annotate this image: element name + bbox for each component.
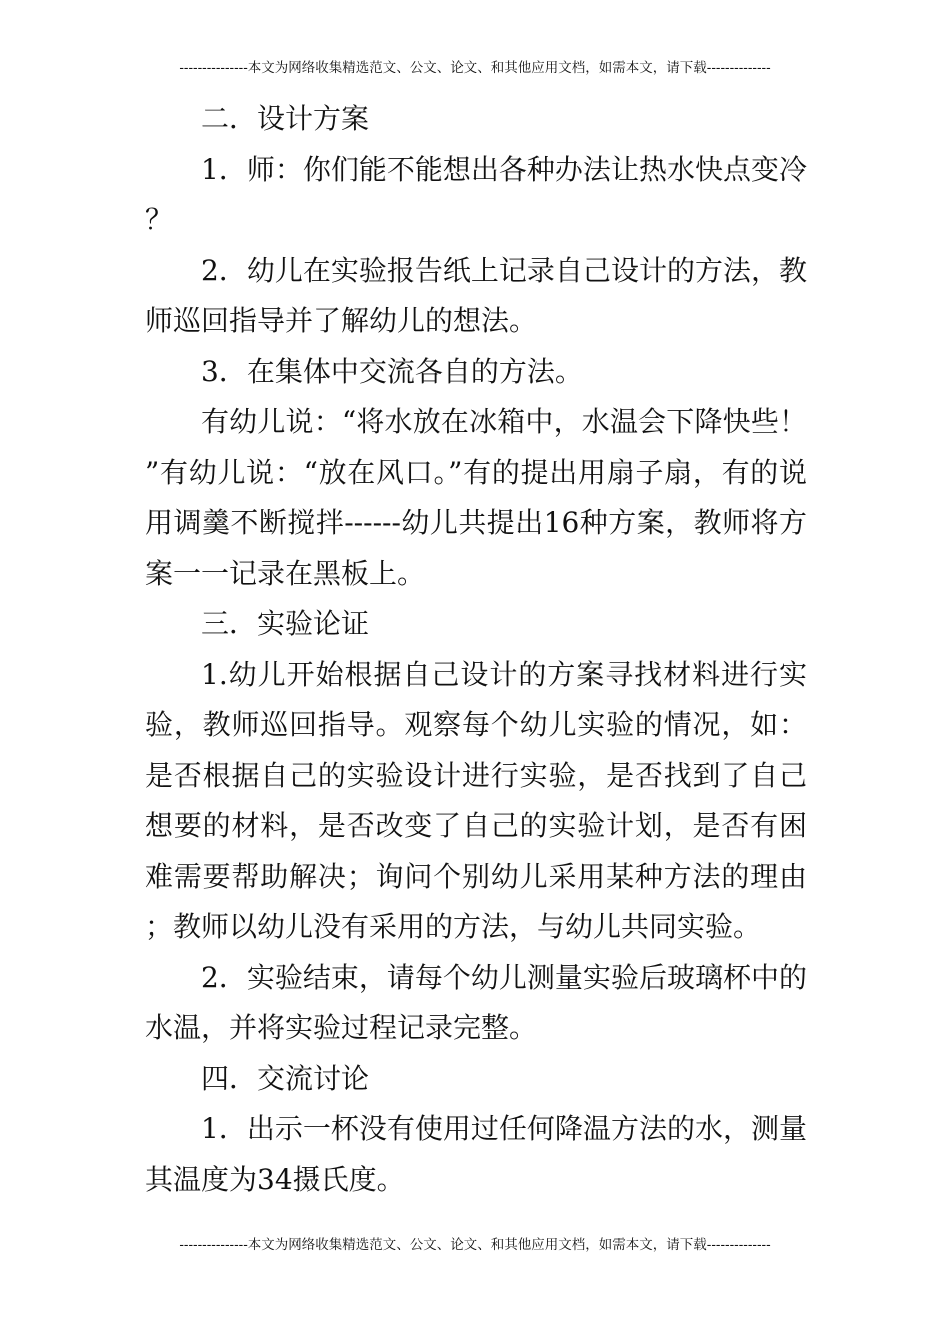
- header-banner: ---------------本文为网络收集精选范文、公文、论文、和其他应用文档，如需本文，请下载--------------: [179, 60, 771, 76]
- footer-banner: ---------------本文为网络收集精选范文、公文、论文、和其他应用文档，如需本文，请下载--------------: [179, 1237, 771, 1253]
- paragraph: 有幼儿说：“将水放在冰箱中，水温会下降快些！”有幼儿说：“放在风口。”有的提出用扇子扇，有的说用调羹不断搅拌------幼儿共提出16种方案，教师将方案一一记录在黑板上。: [145, 405, 807, 590]
- paragraph: 1.幼儿开始根据自己设计的方案寻找材料进行实验，教师巡回指导。观察每个幼儿实验的情况，如：是否根据自己的实验设计进行实验，是否找到了自己想要的材料，是否改变了自己的实验计划，是否有困难需要帮助解决；询问个别幼儿采用某种方法的理由；教师以幼儿没有采用的方法，与幼儿共同实验。: [145, 657, 807, 943]
- paragraph: 2．实验结束，请每个幼儿测量实验后玻璃杯中的水温，并将实验过程记录完整。: [145, 960, 807, 1044]
- paragraph: 2．幼儿在实验报告纸上记录自己设计的方法，教师巡回指导并了解幼儿的想法。: [145, 253, 807, 337]
- section-heading-design: 二．设计方案: [201, 102, 370, 135]
- paragraph: 3．在集体中交流各自的方法。: [201, 354, 583, 388]
- paragraph: 1．出示一杯没有使用过任何降温方法的水，测量其温度为34摄氏度。: [145, 1112, 807, 1196]
- section-heading-experiment: 三．实验论证: [201, 607, 370, 640]
- section-heading-discussion: 四．交流讨论: [201, 1061, 370, 1095]
- document-body: [145, 94, 807, 1205]
- paragraph: 1．师：你们能不能想出各种办法让热水快点变冷？: [145, 152, 807, 236]
